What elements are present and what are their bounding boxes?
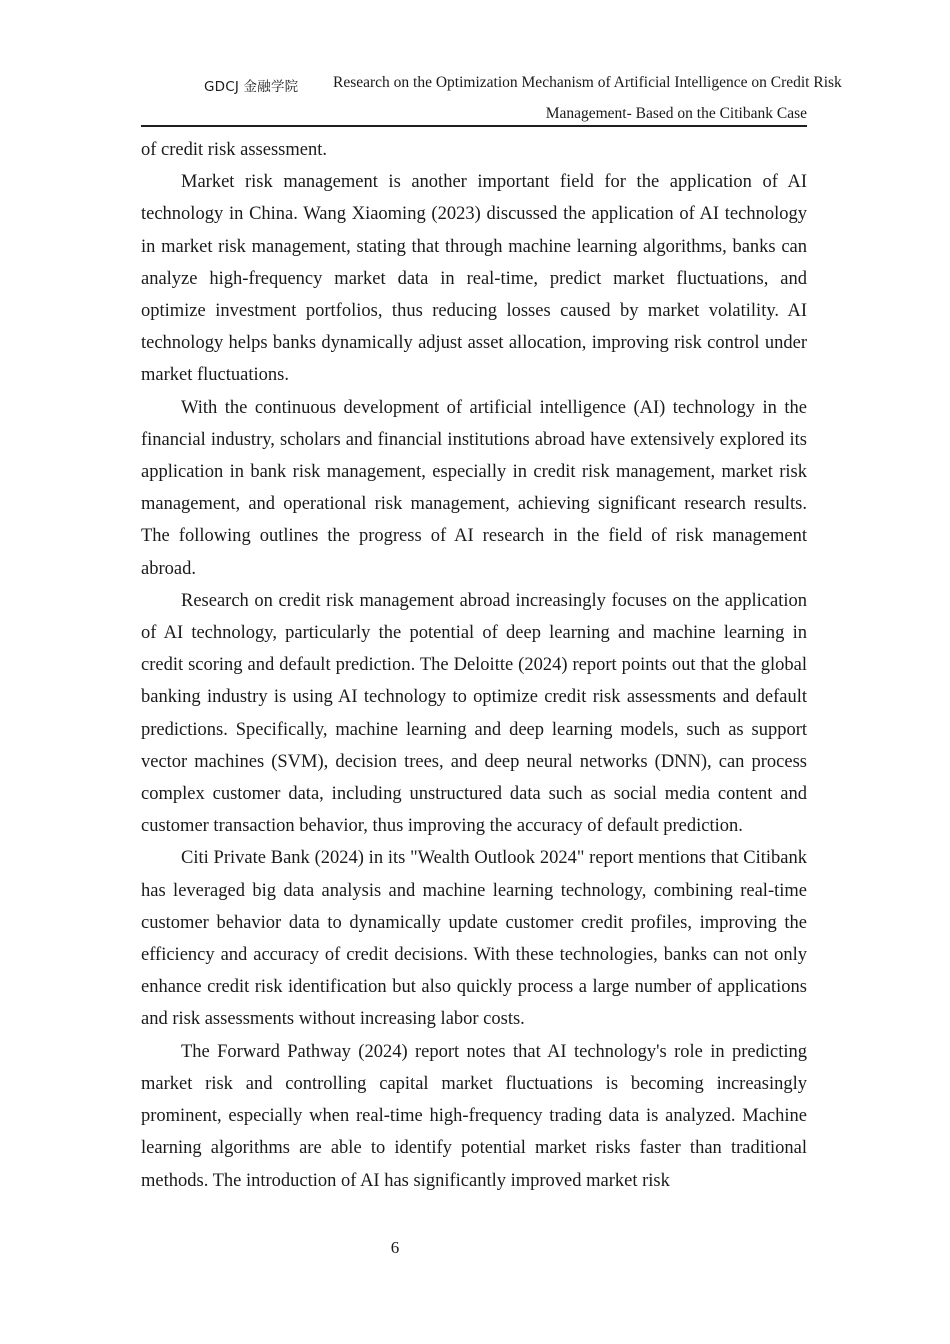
header-divider-rule: [141, 125, 807, 127]
header-institution-name: GDCJ 金融学院: [204, 79, 299, 95]
paragraph-citi-private-bank: Citi Private Bank (2024) in its "Wealth Outlook 2024" report mentions that Citibank has leveraged big data analysis and machine learning technology, combining real-time customer behavior data to dynamically update customer credit profiles, improving the efficiency and accuracy of credit decisions. With these technologies, banks can not only enhance credit risk identification but also quickly process a large number of applications and risk assessments without increasing labor costs.: [141, 848, 807, 1030]
running-header: [141, 72, 842, 122]
document-body: [141, 134, 807, 1197]
paragraph-continued: of credit risk assessment.: [141, 140, 327, 160]
header-title-line-2: Management- Based on the Citibank Case: [545, 105, 807, 122]
paragraph-market-risk-china: Market risk management is another important field for the application of AI technology in China. Wang Xiaoming (2023) discussed the application of AI technology in market risk management, stating that through machine learning algorithms, banks can analyze high-frequency market data in real-time, predict market fluctuations, and optimize investment portfolios, thus reducing losses caused by market volatility. AI technology helps banks dynamically adjust asset allocation, improving risk control under market fluctuations.: [141, 172, 807, 386]
header-first-row: [141, 72, 842, 102]
header-title-line-1: Research on the Optimization Mechanism of Artificial Intelligence on Credit Risk: [333, 74, 842, 91]
paragraph-credit-risk-abroad: Research on credit risk management abroad increasingly focuses on the application of AI technology, particularly the potential of deep learning and machine learning in credit scoring and default prediction. The Deloitte (2024) report points out that the global banking industry is using AI technology to optimize credit risk assessments and default predictions. Specifically, machine learning and deep learning models, such as support vector machines (SVM), decision trees, and deep neural networks (DNN), can process complex customer data, including unstructured data such as social media content and customer transaction behavior, thus improving the accuracy of default prediction.: [141, 590, 807, 837]
paragraph-forward-pathway: The Forward Pathway (2024) report notes that AI technology's role in predicting market risk and controlling capital market fluctuations is becoming increasingly prominent, especially when real-time high-frequency trading data is analyzed. Machine learning algorithms are able to identify potential market risks faster than traditional methods. The introduction of AI has significantly improved market risk: [141, 1041, 807, 1191]
page-number: 6: [390, 1238, 400, 1257]
paragraph-ai-abroad-overview: With the continuous development of artificial intelligence (AI) technology in the financial industry, scholars and financial institutions abroad have extensively explored its application in bank risk management, especially in credit risk management, market risk management, and operational risk management, achieving significant research results. The following outlines the progress of AI research in the field of risk management abroad.: [141, 397, 807, 579]
